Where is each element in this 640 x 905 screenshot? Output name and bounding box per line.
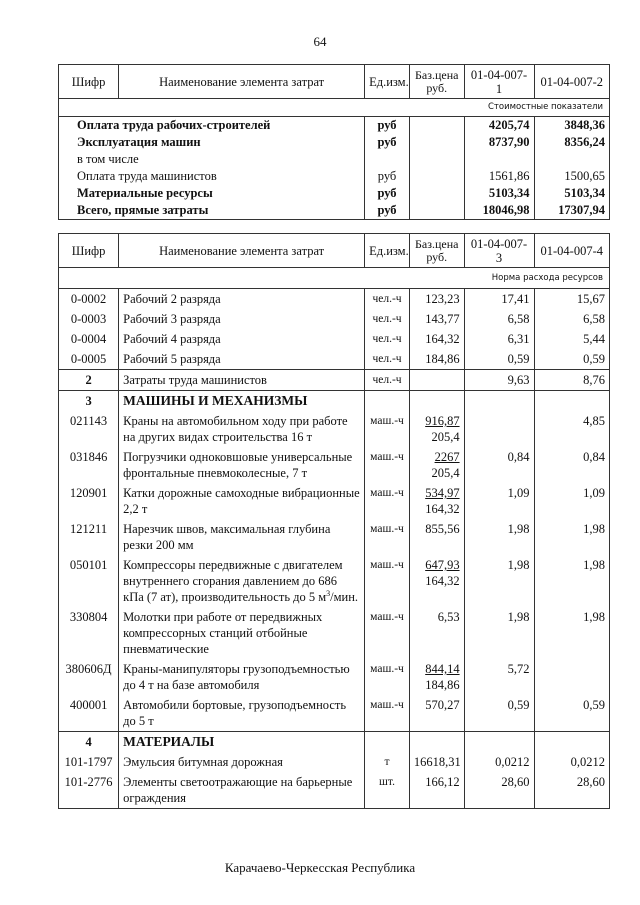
row-value-1: 0,0212 (464, 752, 534, 772)
price-main: 534,97 (425, 486, 460, 500)
table-row (59, 117, 610, 135)
row-value-2: 0,59 (534, 695, 609, 732)
header-base-price: Баз.цена руб. (409, 234, 464, 268)
section-row (59, 732, 610, 753)
subheader-row (59, 99, 610, 117)
row-code: 101-2776 (59, 772, 119, 809)
row-unit: руб (365, 185, 410, 202)
price-main: 647,93 (425, 558, 460, 572)
row-value-1: 8737,90 (464, 134, 534, 151)
resource-norms-table (58, 233, 610, 809)
row-value-1: 1,98 (464, 555, 534, 607)
price-wage: 164,32 (425, 574, 460, 588)
section-row (59, 370, 610, 391)
header-base-price: Баз.цена руб. (409, 65, 464, 99)
table-row (59, 411, 610, 447)
table-row (59, 151, 610, 168)
row-value-2 (534, 151, 609, 168)
row-value-2: 28,60 (534, 772, 609, 809)
table-row (59, 349, 610, 370)
row-name: Рабочий 3 разряда (119, 309, 365, 329)
row-value-1: 1,09 (464, 483, 534, 519)
row-price (409, 134, 464, 151)
table-row (59, 185, 610, 202)
header-col-4: 01-04-007-4 (534, 234, 609, 268)
row-value-1: 1,98 (464, 607, 534, 659)
row-value-1: 0,59 (464, 349, 534, 370)
row-value-1: 0,84 (464, 447, 534, 483)
row-value-1: 1561,86 (464, 168, 534, 185)
row-price (409, 185, 464, 202)
row-value-2: 8,76 (534, 370, 609, 391)
row-price (409, 555, 464, 607)
row-value-1: 5,72 (464, 659, 534, 695)
row-unit: т (365, 752, 410, 772)
subheader-label: Стоимостные показатели (59, 99, 610, 117)
row-value-1: 4205,74 (464, 117, 534, 135)
row-value-2: 0,84 (534, 447, 609, 483)
row-price (409, 117, 464, 135)
row-value-1 (464, 151, 534, 168)
section-row (59, 391, 610, 412)
row-unit: чел.-ч (365, 309, 410, 329)
row-code: 380606Д (59, 659, 119, 695)
row-label: Всего, прямые затраты (59, 202, 365, 220)
row-name: Краны на автомобильном ходу при работе на других видах строительства 16 т (119, 411, 365, 447)
row-code: 0-0003 (59, 309, 119, 329)
header-unit: Ед.изм. (365, 65, 410, 99)
row-value-2: 0,0212 (534, 752, 609, 772)
row-name: Краны-манипуляторы грузоподъемностью до 4 т на базе автомобиля (119, 659, 365, 695)
row-value-2: 4,85 (534, 411, 609, 447)
table-row (59, 309, 610, 329)
row-unit: руб (365, 134, 410, 151)
row-price: 184,86 (409, 349, 464, 370)
row-value-2: 15,67 (534, 289, 609, 310)
row-name: Затраты труда машинистов (119, 370, 365, 391)
row-label: Оплата труда машинистов (59, 168, 365, 185)
row-price: 855,56 (409, 519, 464, 555)
row-value-1: 1,98 (464, 519, 534, 555)
price-wage: 205,4 (431, 430, 460, 444)
row-value-1: 17,41 (464, 289, 534, 310)
price-wage: 184,86 (425, 678, 460, 692)
table-row (59, 329, 610, 349)
table-row (59, 752, 610, 772)
row-name: Элементы светоотражающие на барьерные ограждения (119, 772, 365, 809)
subheader-row (59, 268, 610, 289)
row-unit (365, 151, 410, 168)
table-header-row (59, 65, 610, 99)
row-value-2: 17307,94 (534, 202, 609, 220)
table-row (59, 289, 610, 310)
row-unit: маш.-ч (365, 659, 410, 695)
empty-cell (409, 732, 464, 753)
row-code: 031846 (59, 447, 119, 483)
table-row (59, 772, 610, 809)
row-value-2: 8356,24 (534, 134, 609, 151)
row-code: 101-1797 (59, 752, 119, 772)
row-value-2: 1,98 (534, 555, 609, 607)
empty-cell (409, 391, 464, 412)
row-value-1: 6,58 (464, 309, 534, 329)
row-price: 16618,31 (409, 752, 464, 772)
row-value-2: 0,59 (534, 349, 609, 370)
page-number: 64 (313, 34, 327, 49)
row-code: 021143 (59, 411, 119, 447)
row-price (409, 447, 464, 483)
row-code: 120901 (59, 483, 119, 519)
row-value-2: 5103,34 (534, 185, 609, 202)
footer-region: Карачаево-Черкесская Республика (224, 860, 416, 875)
row-price (409, 411, 464, 447)
row-price (409, 370, 464, 391)
row-name-text: Компрессоры передвижные с двигателем внутреннего сгорания давлением до 686 кПа (7 ат), производительность до 5 м (123, 558, 343, 604)
row-value-2: 1,98 (534, 519, 609, 555)
row-name: Рабочий 5 разряда (119, 349, 365, 370)
table-row (59, 134, 610, 151)
row-unit: чел.-ч (365, 370, 410, 391)
row-label: Материальные ресурсы (59, 185, 365, 202)
row-label: в том числе (59, 151, 365, 168)
table-row (59, 695, 610, 732)
row-price: 570,27 (409, 695, 464, 732)
row-value-1: 9,63 (464, 370, 534, 391)
table-row (59, 168, 610, 185)
row-value-1: 18046,98 (464, 202, 534, 220)
row-label: Оплата труда рабочих-строителей (59, 117, 365, 135)
row-value-1 (464, 411, 534, 447)
header-col-1: 01-04-007-1 (464, 65, 534, 99)
row-name: Рабочий 2 разряда (119, 289, 365, 310)
row-name: Автомобили бортовые, грузоподъемность до 5 т (119, 695, 365, 732)
row-code: 050101 (59, 555, 119, 607)
row-name-tail: /мин. (330, 590, 359, 604)
row-unit: чел.-ч (365, 349, 410, 370)
row-name: Погрузчики одноковшовые универсальные фронтальные пневмоколесные, 7 т (119, 447, 365, 483)
table-row (59, 607, 610, 659)
section-title: МАШИНЫ И МЕХАНИЗМЫ (119, 391, 365, 412)
row-unit: маш.-ч (365, 519, 410, 555)
row-price (409, 151, 464, 168)
row-unit: руб (365, 202, 410, 220)
row-value-1: 5103,34 (464, 185, 534, 202)
row-name: Эмульсия битумная дорожная (119, 752, 365, 772)
header-col-2: 01-04-007-2 (534, 65, 609, 99)
row-unit: маш.-ч (365, 447, 410, 483)
row-value-2: 1,09 (534, 483, 609, 519)
table-row (59, 447, 610, 483)
row-name-superscript: 3 (326, 588, 331, 598)
header-unit: Ед.изм. (365, 234, 410, 268)
cost-indicators-table (58, 64, 610, 220)
row-value-1: 28,60 (464, 772, 534, 809)
row-unit: руб (365, 168, 410, 185)
row-code: 400001 (59, 695, 119, 732)
empty-cell (464, 732, 534, 753)
row-price: 6,53 (409, 607, 464, 659)
row-label: Эксплуатация машин (59, 134, 365, 151)
row-code: 0-0005 (59, 349, 119, 370)
row-value-1: 6,31 (464, 329, 534, 349)
empty-cell (365, 732, 410, 753)
price-wage: 164,32 (425, 502, 460, 516)
empty-cell (534, 391, 609, 412)
row-code: 0-0004 (59, 329, 119, 349)
row-name: Катки дорожные самоходные вибрационные 2,2 т (119, 483, 365, 519)
row-price: 164,32 (409, 329, 464, 349)
row-unit: шт. (365, 772, 410, 809)
row-price (409, 168, 464, 185)
row-unit: маш.-ч (365, 483, 410, 519)
row-value-2 (534, 659, 609, 695)
table-row (59, 659, 610, 695)
row-code: 121211 (59, 519, 119, 555)
price-main: 2267 (434, 450, 460, 464)
header-name: Наименование элемента затрат (119, 234, 365, 268)
row-name: Нарезчик швов, максимальная глубина резки 200 мм (119, 519, 365, 555)
header-code: Шифр (59, 234, 119, 268)
row-price: 166,12 (409, 772, 464, 809)
empty-cell (534, 732, 609, 753)
table-row (59, 555, 610, 607)
row-value-2: 3848,36 (534, 117, 609, 135)
row-unit: маш.-ч (365, 695, 410, 732)
row-name (119, 555, 365, 607)
row-value-2: 1,98 (534, 607, 609, 659)
price-wage: 205,4 (431, 466, 460, 480)
row-unit: чел.-ч (365, 329, 410, 349)
row-name: Молотки при работе от передвижных компрессорных станций отбойные пневматические (119, 607, 365, 659)
empty-cell (365, 391, 410, 412)
row-name: Рабочий 4 разряда (119, 329, 365, 349)
table-row (59, 483, 610, 519)
header-col-3: 01-04-007-3 (464, 234, 534, 268)
header-name: Наименование элемента затрат (119, 65, 365, 99)
price-main: 916,87 (425, 414, 460, 428)
table-row (59, 519, 610, 555)
row-code: 330804 (59, 607, 119, 659)
row-price: 143,77 (409, 309, 464, 329)
header-code: Шифр (59, 65, 119, 99)
section-number: 4 (59, 732, 119, 753)
row-value-2: 1500,65 (534, 168, 609, 185)
row-code: 0-0002 (59, 289, 119, 310)
row-value-2: 5,44 (534, 329, 609, 349)
price-main: 844,14 (425, 662, 460, 676)
row-unit: чел.-ч (365, 289, 410, 310)
row-price: 123,23 (409, 289, 464, 310)
row-price (409, 659, 464, 695)
section-number: 3 (59, 391, 119, 412)
row-price (409, 483, 464, 519)
section-title: МАТЕРИАЛЫ (119, 732, 365, 753)
empty-cell (464, 391, 534, 412)
row-price (409, 202, 464, 220)
row-unit: маш.-ч (365, 555, 410, 607)
subheader-label: Норма расхода ресурсов (59, 268, 610, 289)
row-value-1: 0,59 (464, 695, 534, 732)
section-number: 2 (59, 370, 119, 391)
table-row (59, 202, 610, 220)
table-header-row (59, 234, 610, 268)
row-unit: руб (365, 117, 410, 135)
row-unit: маш.-ч (365, 607, 410, 659)
row-value-2: 6,58 (534, 309, 609, 329)
row-unit: маш.-ч (365, 411, 410, 447)
